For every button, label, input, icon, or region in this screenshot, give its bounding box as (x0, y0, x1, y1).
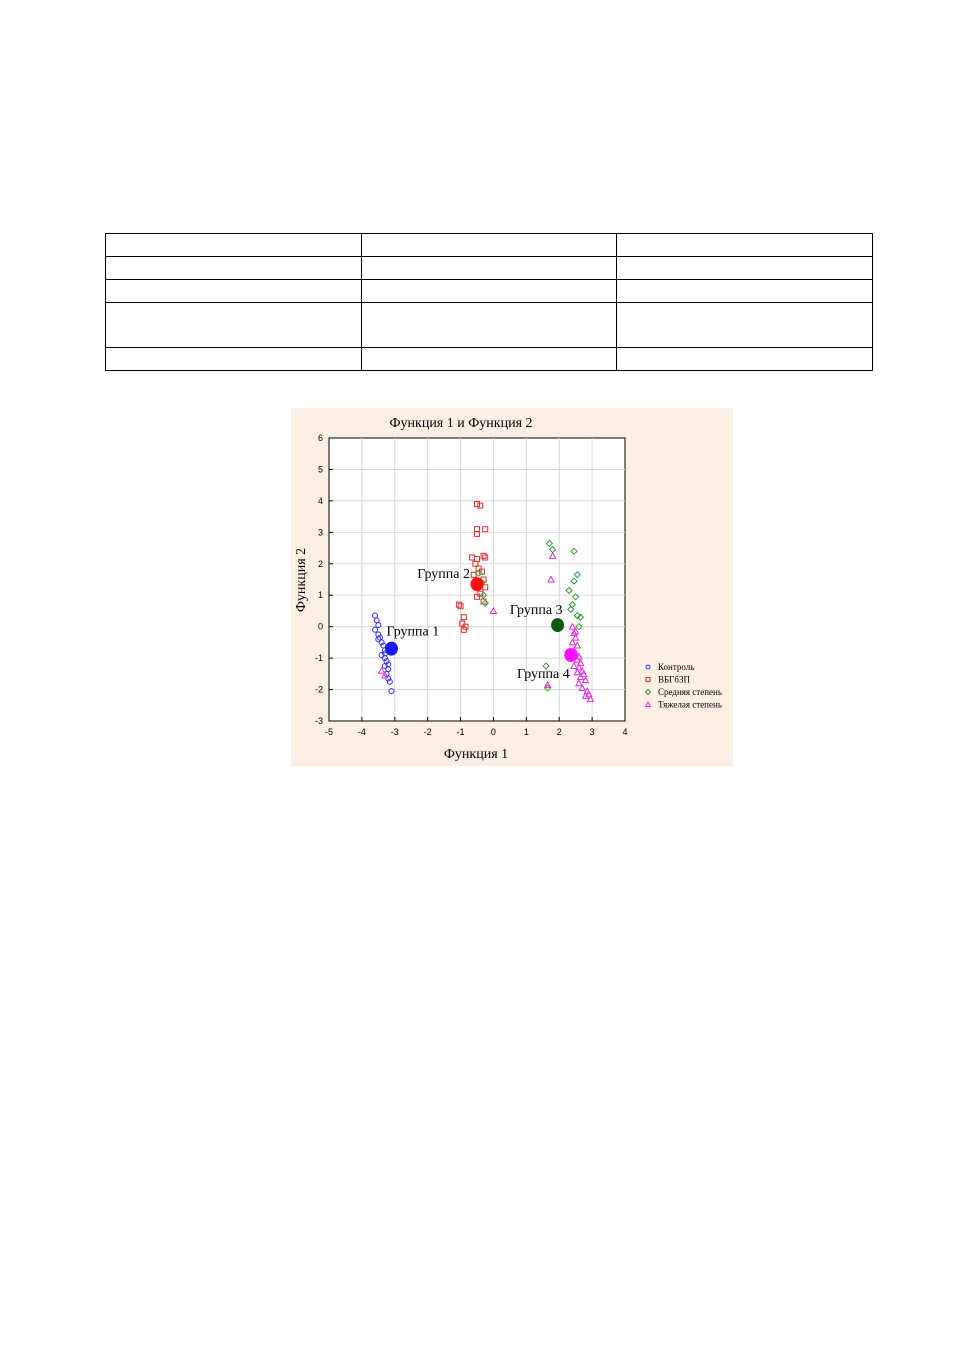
x-tick-label: -3 (390, 727, 399, 737)
chart-svg (291, 408, 733, 766)
group-centroid (385, 642, 398, 656)
x-tick-label: 0 (490, 727, 496, 737)
table-cell (361, 257, 617, 280)
y-tick-label: 3 (317, 527, 323, 538)
table-cell (617, 303, 873, 348)
x-tick-label: -5 (324, 727, 334, 737)
y-tick-label: -3 (314, 716, 323, 726)
table-cell (617, 280, 873, 303)
table-row (106, 303, 873, 348)
table-row (106, 234, 873, 257)
table-row (106, 280, 873, 303)
x-axis-label: Функция 1 (443, 747, 509, 762)
scatter-chart (291, 408, 733, 766)
empty-table (105, 233, 873, 371)
table-cell (106, 280, 362, 303)
x-tick-label: 3 (589, 727, 595, 737)
y-tick-label: 2 (317, 558, 323, 569)
x-tick-label: -1 (456, 727, 465, 737)
group-centroid (471, 577, 484, 591)
x-tick-label: -4 (357, 727, 366, 737)
table-cell (361, 303, 617, 348)
group-label: Группа 2 (417, 567, 470, 583)
table-row (106, 257, 873, 280)
group-centroid (564, 648, 577, 662)
y-axis-label: Функция 2 (294, 547, 309, 613)
table-row (106, 348, 873, 371)
x-tick-label: 4 (622, 727, 628, 737)
y-tick-label: 4 (317, 495, 323, 506)
legend-label: ВБГбЗП (658, 674, 690, 685)
y-tick-label: 6 (317, 433, 323, 443)
x-tick-label: -2 (423, 727, 432, 737)
y-tick-label: -1 (314, 653, 323, 664)
legend-label: Тяжелая степень (658, 699, 722, 710)
group-centroid (551, 618, 564, 632)
chart-title: Функция 1 и Функция 2 (389, 416, 533, 431)
legend-label: Средняя степень (658, 687, 722, 697)
table-cell (361, 348, 617, 371)
table-cell (617, 348, 873, 371)
x-tick-label: 2 (556, 727, 562, 737)
legend-label: Контроль (658, 662, 695, 672)
table-cell (617, 257, 873, 280)
group-label: Группа 1 (386, 624, 440, 640)
table-cell (361, 280, 617, 303)
y-tick-label: 0 (317, 621, 323, 632)
table-cell (106, 234, 362, 257)
x-tick-label: 1 (523, 727, 529, 737)
table-cell (106, 348, 362, 371)
group-label: Группа 3 (509, 603, 563, 619)
y-tick-label: -2 (314, 684, 323, 695)
table-cell (617, 234, 873, 257)
table-cell (361, 234, 617, 257)
table-cell (106, 257, 362, 280)
group-label: Группа 4 (516, 666, 570, 682)
y-tick-label: 1 (317, 590, 323, 601)
y-tick-label: 5 (317, 464, 323, 475)
table-cell (106, 303, 362, 348)
